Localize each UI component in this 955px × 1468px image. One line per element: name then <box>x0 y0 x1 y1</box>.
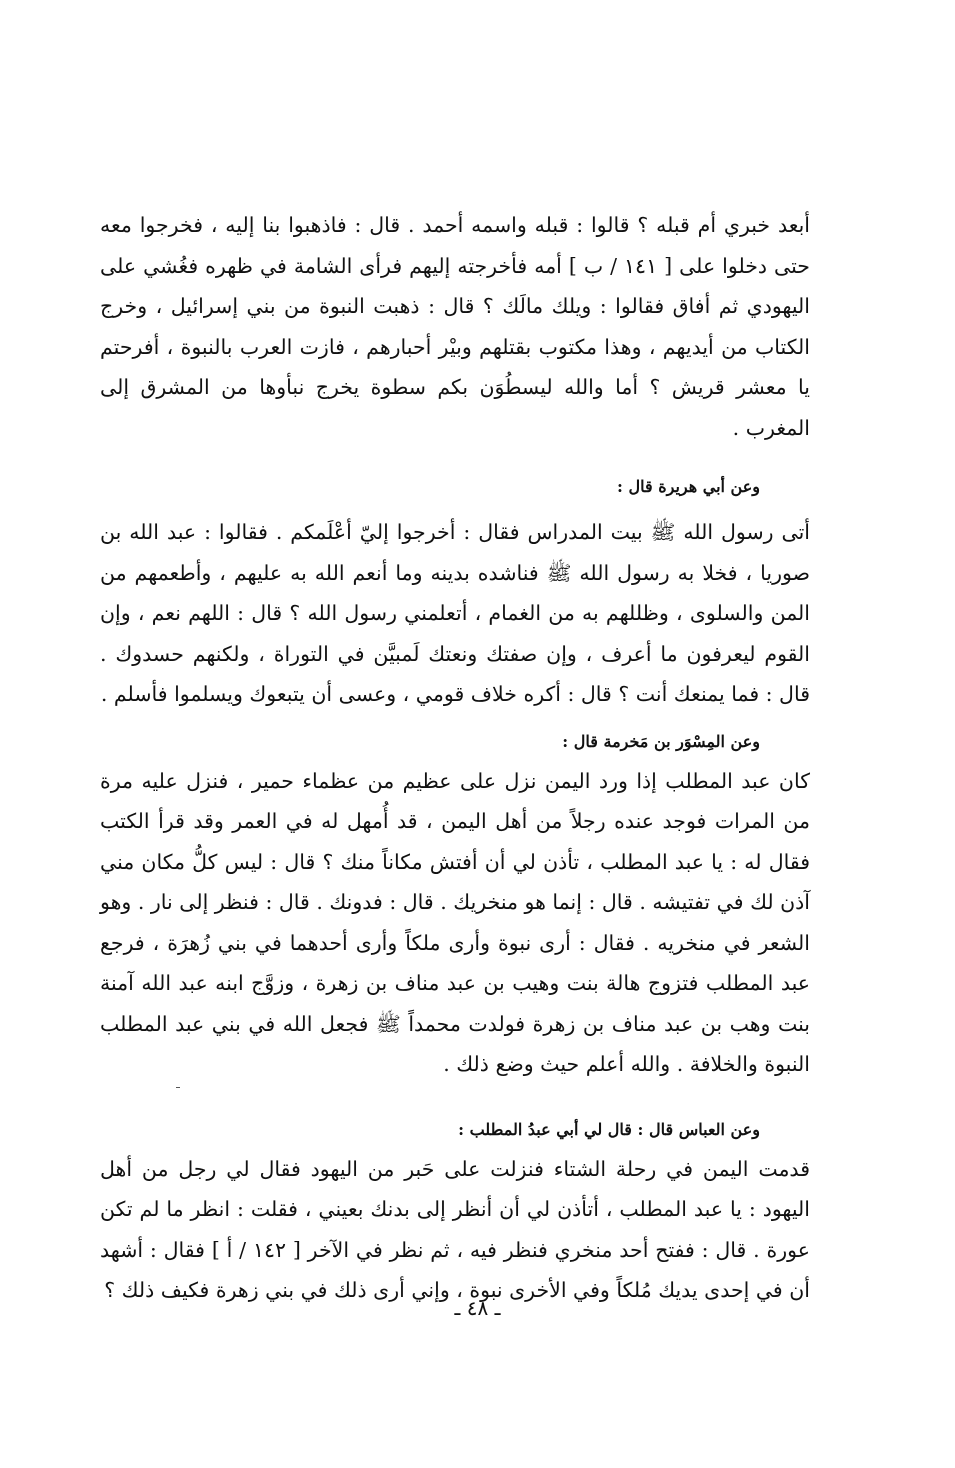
section-heading-abu-hurayra: وعن أبي هريرة قال : <box>617 477 760 496</box>
section-heading-abbas: وعن العباس قال : قال لي أبي عبدُ المطلب : <box>458 1119 760 1139</box>
scan-speck <box>176 1087 180 1088</box>
paragraph-4: قدمت اليمن في رحلة الشتاء فنزلت على حَبر من اليهود فقال لي رجل من أهل اليهود : يا عبد المطلب ، أتأذن لي أن أنظر إلى بدنك بعيني ، فقلت : انظر ما لم تكن عورة . قال : ففتح أحد منخري فنظر فيه ، ثم نظر في الآخر [ ١٤٢ / أ ] فقال : أشهد أن في إحدى يديك مُلكاً وفي الأخرى نبوة ، وإني أرى ذلك في بني زهرة فكيف ذلك ؟ <box>100 1156 811 1302</box>
page-number: ـ ٤٨ ـ <box>454 1296 501 1320</box>
page-body <box>100 205 810 1311</box>
paragraph-2: أتى رسول الله ﷺ بيت المدراس فقال : أخرجوا إليّ أعْلَمكم . فقالوا : عبد الله بن صوريا ، فخلا به رسول الله ﷺ فناشده بدينه وما أنعم الله به عليهم ، وأطعمهم من المن والسلوى ، وظللهم به من الغمام ، أتعلمني رسول الله ؟ قال : اللهم نعم ، وإن القوم ليعرفون ما أعرف ، وإن صفتك ونعتك لَمبيَّن في التوراة ، ولكنهم حسدوك . قال : فما يمنعك أنت ؟ قال : أكره خلاف قومي ، وعسى أن يتبعوك ويسلموا فأسلم . <box>100 520 810 706</box>
section-heading-miswar: وعن المِسْوَر بن مَخرمة قال : <box>562 731 760 751</box>
paragraph-1: أبعد خبري أم قبله ؟ قالوا : قبله واسمه أحمد . قال : فاذهبوا بنا إليه ، فخرجوا معه حتى دخلوا على [ ١٤١ / ب ] أمه فأخرجته إليهم فرأى الشامة في ظهره فغُشي على اليهودي ثم أفاق فقالوا : ويلك مالَك ؟ قال : ذهبت النبوة من بني إسرائيل ، وخرج الكتاب من أيديهم ، وهذا مكتوب بقتلهم وبيْر أحبارهم ، فازت العرب بالنبوة ، أفرحتم يا معشر قريش ؟ أما والله ليسطُوَن بكم سطوة يخرج نبأوها من المشرق إلى المغرب . <box>100 213 810 440</box>
paragraph-3: كان عبد المطلب إذا ورد اليمن نزل على عظيم من عظماء حمير ، فنزل عليه مرة من المرات فوجد عنده رجلاً من أهل اليمن ، قد أُمهل له في العمر وقد قرأ الكتب فقال له : يا عبد المطلب ، تأذن لي أن أفتش مكاناً منك ؟ قال : ليس كلُّ مكان مني آذن لك في تفتيشه . قال : إنما هو منخريك . قال : فدونك . قال : فنظر إلى نار . وهو الشعر في منخريه . فقال : أرى نبوة وأرى ملكاً وأرى أحدهما في بني زُهرَة ، فرجع عبد المطلب فتزوج هالة بنت وهيب بن عبد مناف بن زهرة ، وزوَّج ابنه عبد الله آمنة بنت وهب بن عبد مناف بن زهرة فولدت محمداً ﷺ فجعل الله في بني عبد المطلب النبوة والخلافة . والله أعلم حيث وضع ذلك . <box>100 768 810 1076</box>
